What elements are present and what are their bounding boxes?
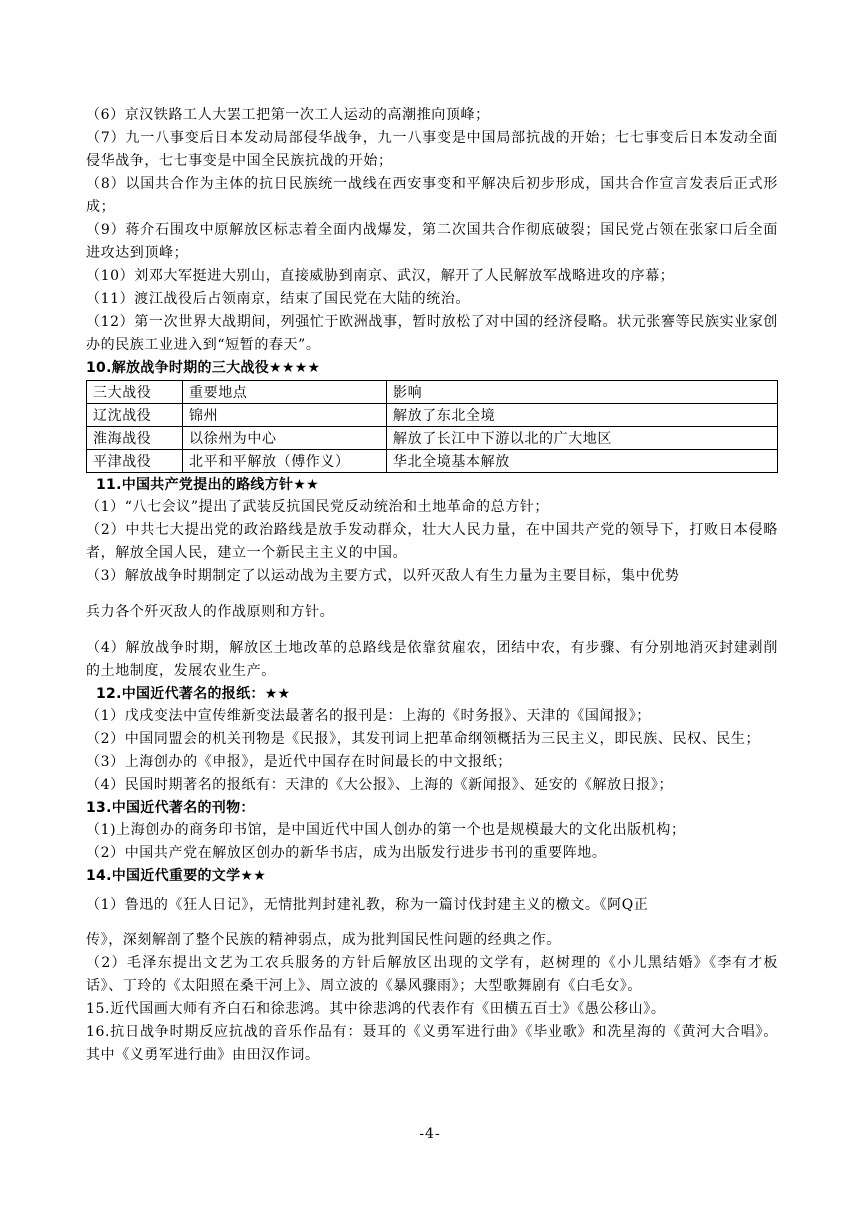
paragraph: （2）中共七大提出党的政治路线是放手发动群众，壮大人民力量，在中国共产党的领导下，打败日本侵略者，解放全国人民，建立一个新民主主义的中国。 (86, 522, 778, 561)
table-row (87, 427, 778, 450)
table-cell: 锦州 (183, 404, 387, 427)
paragraph: 16.抗日战争时期反应抗战的音乐作品有：聂耳的《义勇军进行曲》《毕业歌》和冼星海的《黄河大合唱》。其中《义勇军进行曲》由田汉作词。 (86, 1024, 778, 1063)
paragraph: 兵力各个歼灭敌人的作战原则和方针。 (86, 604, 335, 620)
paragraph: （1）“八七会议”提出了武装反抗国民党反动统治和土地革命的总方针； (86, 499, 550, 515)
table-cell: 解放了东北全境 (387, 404, 778, 427)
table-header-row (87, 381, 778, 404)
paragraph: （4）解放战争时期，解放区土地改革的总路线是依靠贫雇农，团结中农，有步骤、有分别地消灭封建剥削的土地制度，发展农业生产。 (86, 640, 778, 679)
battles-table (86, 380, 778, 473)
document-page (86, 104, 778, 1067)
paragraph: （7）九一八事变后日本发动局部侵华战争，九一八事变是中国局部抗战的开始；七七事变后日本发动全面侵华战争，七七事变是中国全民族抗战的开始； (86, 130, 778, 169)
paragraph: （11）渡江战役后占领南京，结束了国民党在大陆的统治。 (86, 291, 471, 307)
paragraph: （1）鲁迅的《狂人日记》，无情批判封建礼教，称为一篇讨伐封建主义的檄文。《阿Q正 (86, 897, 649, 913)
paragraph: （2）中国同盟会的机关刊物是《民报》，其发刊词上把革命纲领概括为三民主义，即民族、民权、民生； (86, 731, 761, 747)
section-heading: 14.中国近代重要的文学★★ (86, 868, 267, 884)
section-heading: 11.中国共产党提出的路线方针★★ (96, 477, 320, 493)
table-cell: 北平和平解放（傅作义） (183, 450, 387, 473)
table-cell: 解放了长江中下游以北的广大地区 (387, 427, 778, 450)
table-cell: 平津战役 (87, 450, 183, 473)
paragraph: （12）第一次世界大战期间，列强忙于欧洲战事，暂时放松了对中国的经济侵略。状元张謇等民族实业家创办的民族工业进入到“短暂的春天”。 (86, 314, 778, 353)
paragraph: （4）民国时期著名的报纸有：天津的《大公报》、上海的《新闻报》、延安的《解放日报》； (86, 777, 674, 793)
table-header-cell: 三大战役 (87, 381, 183, 404)
table-cell: 以徐州为中心 (183, 427, 387, 450)
table-cell: 淮海战役 (87, 427, 183, 450)
table-cell: 辽沈战役 (87, 404, 183, 427)
table-header-cell: 重要地点 (183, 381, 387, 404)
table-cell: 华北全境基本解放 (387, 450, 778, 473)
section-heading: 10.解放战争时期的三大战役★★★★ (86, 360, 321, 376)
section-heading: 13.中国近代著名的刊物： (86, 800, 255, 816)
paragraph: 15.近代国画大师有齐白石和徐悲鸿。其中徐悲鸿的代表作有《田横五百士》《愚公移山》。 (86, 1001, 666, 1017)
paragraph: （8）以国共合作为主体的抗日民族统一战线在西安事变和平解决后初步形成，国共合作宣言发表后正式形成； (86, 176, 778, 215)
paragraph: （1）戊戌变法中宣传维新变法最著名的报刊是：上海的《时务报》、天津的《国闻报》； (86, 708, 651, 724)
paragraph: （3）上海创办的《申报》，是近代中国存在时间最长的中文报纸； (86, 754, 512, 770)
paragraph: 传》，深刻解剖了整个民族的精神弱点，成为批判国民性问题的经典之作。 (86, 932, 561, 948)
table-row (87, 404, 778, 427)
paragraph: （10）刘邓大军挺进大别山，直接威胁到南京、武汉，解开了人民解放军战略进攻的序幕； (86, 268, 675, 284)
paragraph: （1)上海创办的商务印书馆，是中国近代中国人创办的第一个也是规模最大的文化出版机构； (86, 822, 686, 838)
section-heading: 12.中国近代著名的报纸：★★ (96, 686, 291, 702)
table-header-cell: 影响 (387, 381, 778, 404)
paragraph: （2）中国共产党在解放区创办的新华书店，成为出版发行进步书刊的重要阵地。 (86, 845, 607, 861)
page-number: -4- (419, 1126, 441, 1142)
paragraph: （3）解放战争时期制定了以运动战为主要方式，以歼灭敌人有生力量为主要目标，集中优势 (86, 568, 680, 584)
paragraph: （6）京汉铁路工人大罢工把第一次工人运动的高潮推向顶峰； (86, 107, 490, 123)
paragraph: （9）蒋介石围攻中原解放区标志着全面内战爆发，第二次国共合作彻底破裂；国民党占领在张家口后全面进攻达到顶峰； (86, 222, 778, 261)
table-row (87, 450, 778, 473)
paragraph: （2）毛泽东提出文艺为工农兵服务的方针后解放区出现的文学有，赵树理的《小儿黑结婚》《李有才板话》、丁玲的《太阳照在桑干河上》、周立波的《暴风骤雨》；大型歌舞剧有《白毛女》。 (86, 955, 778, 994)
